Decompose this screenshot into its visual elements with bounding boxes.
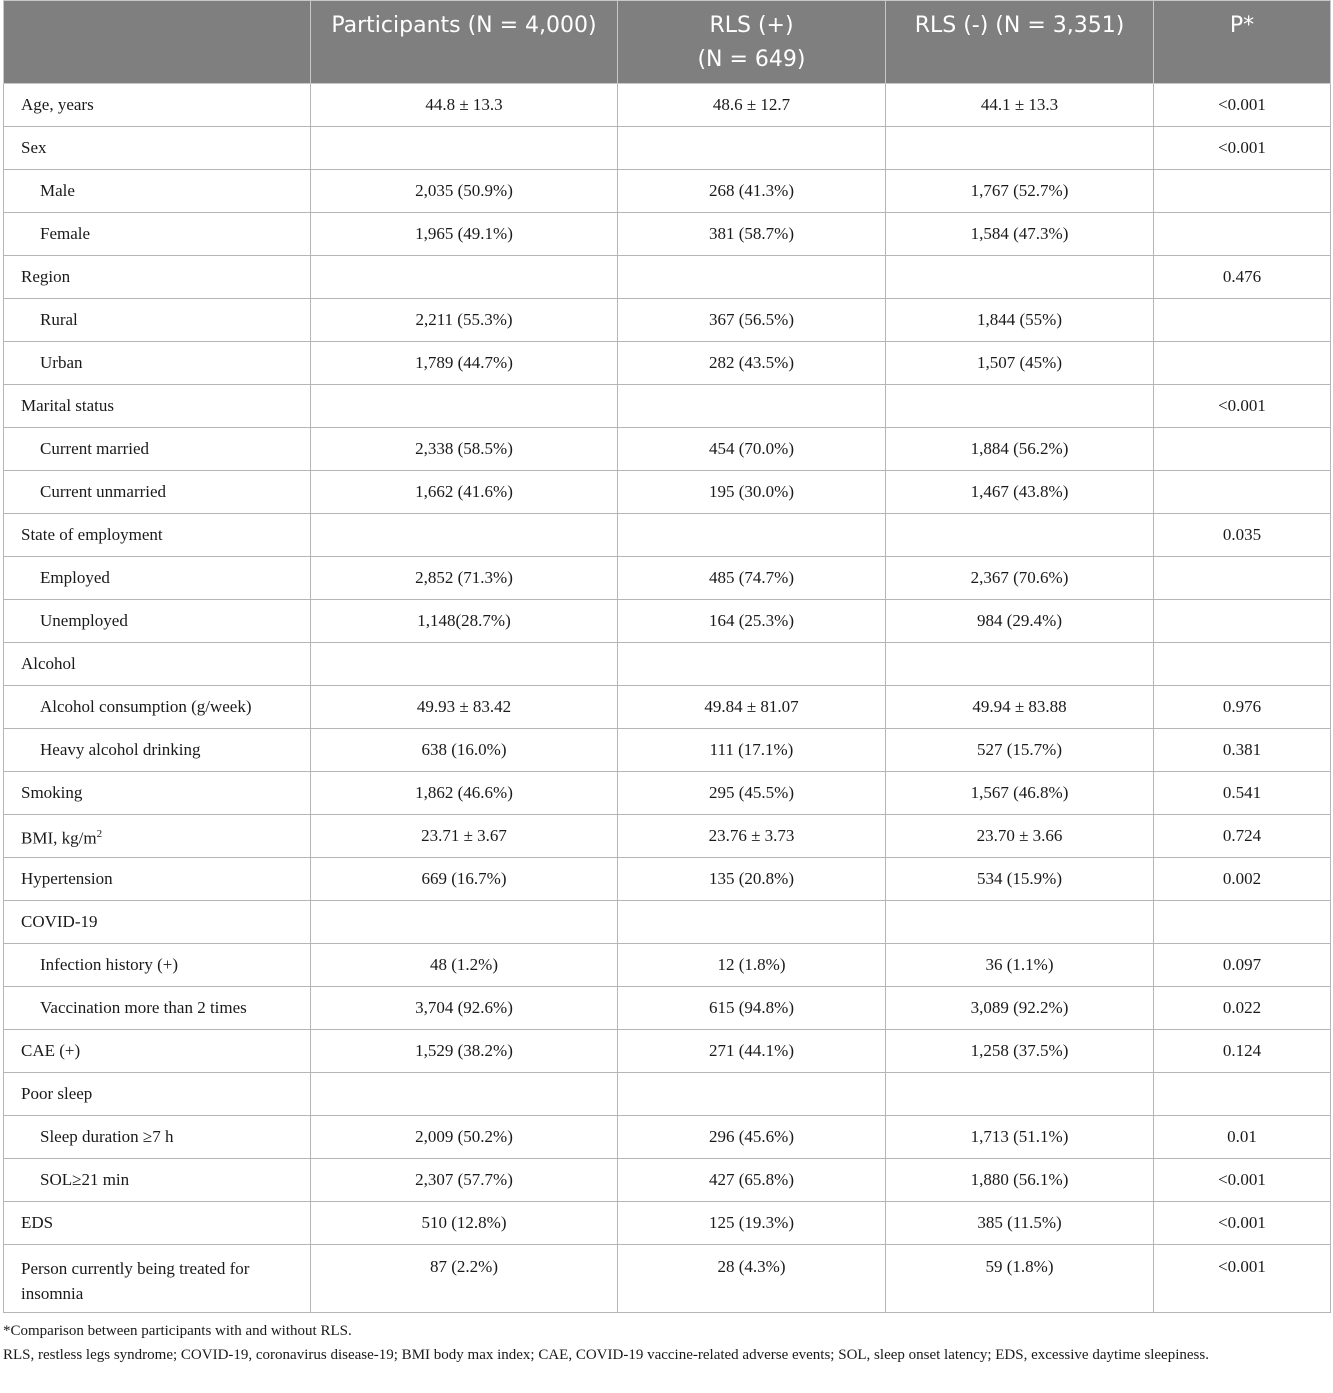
cell-p-value: <0.001 bbox=[1154, 385, 1331, 428]
cell-participants: 1,148(28.7%) bbox=[311, 600, 618, 643]
footnote-abbreviations: RLS, restless legs syndrome; COVID-19, coronavirus disease-19; BMI body max index; CAE, COVID-19 vaccine-related adverse events; SOL, sleep onset latency; EDS, excessive daytime sleepiness. bbox=[3, 1347, 1209, 1363]
table-row bbox=[4, 471, 1331, 514]
table-row bbox=[4, 342, 1331, 385]
table-row bbox=[4, 127, 1331, 170]
cell-participants bbox=[311, 385, 618, 428]
row-label-text: Current unmarried bbox=[40, 482, 167, 501]
table-row bbox=[4, 858, 1331, 901]
cell-rls-negative bbox=[886, 385, 1154, 428]
row-label bbox=[4, 428, 311, 471]
row-label-text: Sleep duration ≥7 h bbox=[40, 1127, 174, 1146]
rls-characteristics-table bbox=[3, 0, 1331, 1313]
cell-rls-negative: 534 (15.9%) bbox=[886, 858, 1154, 901]
table-row bbox=[4, 901, 1331, 944]
row-label bbox=[4, 213, 311, 256]
cell-participants: 49.93 ± 83.42 bbox=[311, 686, 618, 729]
cell-rls-positive: 427 (65.8%) bbox=[618, 1159, 886, 1202]
cell-p-value: 0.01 bbox=[1154, 1116, 1331, 1159]
cell-rls-positive: 454 (70.0%) bbox=[618, 428, 886, 471]
cell-p-value bbox=[1154, 170, 1331, 213]
header-rls-positive-line2: (N = 649) bbox=[697, 47, 806, 72]
row-label bbox=[4, 1116, 311, 1159]
row-label bbox=[4, 1073, 311, 1116]
cell-participants bbox=[311, 514, 618, 557]
row-label bbox=[4, 944, 311, 987]
cell-participants: 1,789 (44.7%) bbox=[311, 342, 618, 385]
header-rls-positive-line1: RLS (+) bbox=[709, 13, 794, 38]
cell-rls-positive bbox=[618, 514, 886, 557]
row-label bbox=[4, 1202, 311, 1245]
cell-p-value: 0.476 bbox=[1154, 256, 1331, 299]
row-label-text: Age, years bbox=[21, 95, 94, 114]
row-label bbox=[4, 815, 311, 858]
row-label-text: COVID-19 bbox=[21, 912, 98, 931]
table-row bbox=[4, 1030, 1331, 1073]
row-label-text: Rural bbox=[40, 310, 78, 329]
cell-participants: 669 (16.7%) bbox=[311, 858, 618, 901]
cell-rls-positive: 125 (19.3%) bbox=[618, 1202, 886, 1245]
table-row bbox=[4, 557, 1331, 600]
table-row bbox=[4, 385, 1331, 428]
cell-participants: 1,529 (38.2%) bbox=[311, 1030, 618, 1073]
cell-p-value bbox=[1154, 299, 1331, 342]
cell-rls-positive: 12 (1.8%) bbox=[618, 944, 886, 987]
cell-rls-positive: 268 (41.3%) bbox=[618, 170, 886, 213]
cell-rls-negative: 527 (15.7%) bbox=[886, 729, 1154, 772]
cell-p-value bbox=[1154, 901, 1331, 944]
table-row bbox=[4, 643, 1331, 686]
row-label-text: SOL≥21 min bbox=[40, 1170, 130, 1189]
cell-participants: 3,704 (92.6%) bbox=[311, 987, 618, 1030]
cell-participants: 1,662 (41.6%) bbox=[311, 471, 618, 514]
row-label bbox=[4, 772, 311, 815]
row-label bbox=[4, 1030, 311, 1073]
table-container bbox=[3, 0, 1330, 1313]
row-label-text: Poor sleep bbox=[21, 1084, 93, 1103]
row-label bbox=[4, 987, 311, 1030]
cell-rls-positive bbox=[618, 256, 886, 299]
cell-p-value: 0.035 bbox=[1154, 514, 1331, 557]
cell-rls-negative: 1,467 (43.8%) bbox=[886, 471, 1154, 514]
cell-p-value: 0.002 bbox=[1154, 858, 1331, 901]
cell-rls-positive: 381 (58.7%) bbox=[618, 213, 886, 256]
cell-p-value: 0.381 bbox=[1154, 729, 1331, 772]
table-row bbox=[4, 815, 1331, 858]
cell-rls-negative: 1,567 (46.8%) bbox=[886, 772, 1154, 815]
row-label bbox=[4, 342, 311, 385]
row-label-text: Marital status bbox=[21, 396, 115, 415]
row-label bbox=[4, 557, 311, 600]
cell-rls-positive: 135 (20.8%) bbox=[618, 858, 886, 901]
cell-rls-positive: 367 (56.5%) bbox=[618, 299, 886, 342]
cell-rls-negative: 44.1 ± 13.3 bbox=[886, 84, 1154, 127]
cell-p-value: <0.001 bbox=[1154, 127, 1331, 170]
table-row bbox=[4, 729, 1331, 772]
table-row bbox=[4, 686, 1331, 729]
footnote-star: *Comparison between participants with and without RLS. bbox=[3, 1323, 352, 1339]
cell-rls-positive: 49.84 ± 81.07 bbox=[618, 686, 886, 729]
row-label-text: Region bbox=[21, 267, 71, 286]
row-label-text: State of employment bbox=[21, 525, 163, 544]
table-row bbox=[4, 428, 1331, 471]
row-label bbox=[4, 729, 311, 772]
row-label bbox=[4, 858, 311, 901]
table-row bbox=[4, 1202, 1331, 1245]
cell-rls-negative: 3,089 (92.2%) bbox=[886, 987, 1154, 1030]
cell-participants: 510 (12.8%) bbox=[311, 1202, 618, 1245]
cell-rls-positive bbox=[618, 1073, 886, 1116]
cell-p-value bbox=[1154, 471, 1331, 514]
cell-rls-positive bbox=[618, 127, 886, 170]
cell-p-value bbox=[1154, 643, 1331, 686]
header-p-value: P* bbox=[1154, 1, 1331, 84]
cell-p-value bbox=[1154, 557, 1331, 600]
row-label bbox=[4, 1159, 311, 1202]
row-label-text: Vaccination more than 2 times bbox=[40, 998, 247, 1017]
row-label-text: Female bbox=[40, 224, 91, 243]
cell-rls-negative: 59 (1.8%) bbox=[886, 1245, 1154, 1313]
cell-rls-negative: 2,367 (70.6%) bbox=[886, 557, 1154, 600]
table-row bbox=[4, 170, 1331, 213]
cell-rls-positive: 271 (44.1%) bbox=[618, 1030, 886, 1073]
row-label bbox=[4, 256, 311, 299]
cell-rls-negative: 1,767 (52.7%) bbox=[886, 170, 1154, 213]
cell-rls-negative: 1,584 (47.3%) bbox=[886, 213, 1154, 256]
cell-p-value: <0.001 bbox=[1154, 1245, 1331, 1313]
table-row bbox=[4, 1245, 1331, 1313]
cell-rls-negative: 36 (1.1%) bbox=[886, 944, 1154, 987]
row-label bbox=[4, 127, 311, 170]
cell-participants bbox=[311, 127, 618, 170]
cell-p-value: 0.724 bbox=[1154, 815, 1331, 858]
cell-rls-negative: 49.94 ± 83.88 bbox=[886, 686, 1154, 729]
cell-rls-positive: 48.6 ± 12.7 bbox=[618, 84, 886, 127]
cell-rls-negative bbox=[886, 127, 1154, 170]
row-label-text: BMI, kg/m bbox=[21, 828, 97, 848]
cell-p-value: 0.541 bbox=[1154, 772, 1331, 815]
row-label-text: EDS bbox=[21, 1213, 54, 1232]
cell-p-value: <0.001 bbox=[1154, 84, 1331, 127]
cell-rls-negative bbox=[886, 643, 1154, 686]
cell-rls-positive: 282 (43.5%) bbox=[618, 342, 886, 385]
cell-participants bbox=[311, 1073, 618, 1116]
table-row bbox=[4, 1116, 1331, 1159]
row-label-text: Sex bbox=[21, 138, 47, 157]
cell-rls-negative: 1,507 (45%) bbox=[886, 342, 1154, 385]
row-label-text: CAE (+) bbox=[21, 1041, 81, 1060]
cell-rls-positive: 296 (45.6%) bbox=[618, 1116, 886, 1159]
cell-participants: 48 (1.2%) bbox=[311, 944, 618, 987]
row-label-text: Infection history (+) bbox=[40, 955, 178, 974]
cell-p-value bbox=[1154, 1073, 1331, 1116]
table-row bbox=[4, 772, 1331, 815]
row-label-text: Employed bbox=[40, 568, 110, 587]
cell-rls-positive: 615 (94.8%) bbox=[618, 987, 886, 1030]
cell-rls-negative: 23.70 ± 3.66 bbox=[886, 815, 1154, 858]
cell-participants: 44.8 ± 13.3 bbox=[311, 84, 618, 127]
table-row bbox=[4, 514, 1331, 557]
footnotes bbox=[3, 1319, 1330, 1367]
header-rls-positive bbox=[618, 1, 886, 84]
row-label bbox=[4, 643, 311, 686]
cell-participants: 2,338 (58.5%) bbox=[311, 428, 618, 471]
row-label bbox=[4, 686, 311, 729]
table-row bbox=[4, 256, 1331, 299]
cell-rls-positive: 164 (25.3%) bbox=[618, 600, 886, 643]
row-label bbox=[4, 84, 311, 127]
cell-participants: 638 (16.0%) bbox=[311, 729, 618, 772]
header-rls-negative: RLS (-) (N = 3,351) bbox=[886, 1, 1154, 84]
table-row bbox=[4, 987, 1331, 1030]
row-label-text: Heavy alcohol drinking bbox=[40, 740, 201, 759]
cell-p-value bbox=[1154, 600, 1331, 643]
row-label bbox=[4, 514, 311, 557]
cell-participants: 2,009 (50.2%) bbox=[311, 1116, 618, 1159]
row-label bbox=[4, 471, 311, 514]
cell-p-value: <0.001 bbox=[1154, 1202, 1331, 1245]
cell-p-value: <0.001 bbox=[1154, 1159, 1331, 1202]
row-label-text: Person currently being treated for insomnia bbox=[21, 1259, 250, 1303]
cell-participants: 2,852 (71.3%) bbox=[311, 557, 618, 600]
table-row bbox=[4, 1159, 1331, 1202]
table-row bbox=[4, 84, 1331, 127]
bmi-superscript: 2 bbox=[96, 827, 103, 840]
cell-participants bbox=[311, 643, 618, 686]
cell-rls-positive: 195 (30.0%) bbox=[618, 471, 886, 514]
row-label bbox=[4, 170, 311, 213]
cell-p-value bbox=[1154, 342, 1331, 385]
cell-participants: 2,211 (55.3%) bbox=[311, 299, 618, 342]
cell-rls-negative bbox=[886, 514, 1154, 557]
cell-rls-positive bbox=[618, 643, 886, 686]
cell-rls-negative: 1,713 (51.1%) bbox=[886, 1116, 1154, 1159]
cell-rls-positive: 485 (74.7%) bbox=[618, 557, 886, 600]
table-row bbox=[4, 600, 1331, 643]
row-label-text: Unemployed bbox=[40, 611, 128, 630]
row-label-text: Alcohol consumption (g/week) bbox=[40, 697, 252, 716]
cell-p-value: 0.124 bbox=[1154, 1030, 1331, 1073]
cell-p-value: 0.022 bbox=[1154, 987, 1331, 1030]
cell-participants: 1,862 (46.6%) bbox=[311, 772, 618, 815]
cell-rls-positive bbox=[618, 385, 886, 428]
cell-rls-positive: 28 (4.3%) bbox=[618, 1245, 886, 1313]
table-row bbox=[4, 213, 1331, 256]
cell-participants: 23.71 ± 3.67 bbox=[311, 815, 618, 858]
table-row bbox=[4, 1073, 1331, 1116]
table-row bbox=[4, 299, 1331, 342]
cell-participants: 87 (2.2%) bbox=[311, 1245, 618, 1313]
cell-rls-negative: 1,258 (37.5%) bbox=[886, 1030, 1154, 1073]
table-row bbox=[4, 944, 1331, 987]
cell-rls-negative: 385 (11.5%) bbox=[886, 1202, 1154, 1245]
cell-rls-negative: 1,880 (56.1%) bbox=[886, 1159, 1154, 1202]
row-label-text: Smoking bbox=[21, 783, 83, 802]
cell-participants: 2,035 (50.9%) bbox=[311, 170, 618, 213]
cell-rls-negative: 1,844 (55%) bbox=[886, 299, 1154, 342]
row-label bbox=[4, 901, 311, 944]
cell-p-value: 0.976 bbox=[1154, 686, 1331, 729]
cell-participants bbox=[311, 256, 618, 299]
row-label bbox=[4, 600, 311, 643]
cell-p-value: 0.097 bbox=[1154, 944, 1331, 987]
header-blank bbox=[4, 1, 311, 84]
header-participants: Participants (N = 4,000) bbox=[311, 1, 618, 84]
cell-p-value bbox=[1154, 213, 1331, 256]
row-label-text: Hypertension bbox=[21, 869, 113, 888]
cell-rls-positive: 111 (17.1%) bbox=[618, 729, 886, 772]
row-label-text: Current married bbox=[40, 439, 150, 458]
cell-rls-negative: 1,884 (56.2%) bbox=[886, 428, 1154, 471]
row-label-text: Alcohol bbox=[21, 654, 76, 673]
cell-participants: 2,307 (57.7%) bbox=[311, 1159, 618, 1202]
row-label bbox=[4, 1245, 311, 1313]
cell-participants: 1,965 (49.1%) bbox=[311, 213, 618, 256]
cell-participants bbox=[311, 901, 618, 944]
cell-rls-negative bbox=[886, 1073, 1154, 1116]
row-label-text: Male bbox=[40, 181, 75, 200]
header-row bbox=[4, 1, 1331, 84]
cell-rls-positive bbox=[618, 901, 886, 944]
row-label bbox=[4, 299, 311, 342]
cell-p-value bbox=[1154, 428, 1331, 471]
cell-rls-negative bbox=[886, 901, 1154, 944]
row-label-text: Urban bbox=[40, 353, 83, 372]
row-label bbox=[4, 385, 311, 428]
cell-rls-negative: 984 (29.4%) bbox=[886, 600, 1154, 643]
cell-rls-positive: 23.76 ± 3.73 bbox=[618, 815, 886, 858]
cell-rls-negative bbox=[886, 256, 1154, 299]
cell-rls-positive: 295 (45.5%) bbox=[618, 772, 886, 815]
